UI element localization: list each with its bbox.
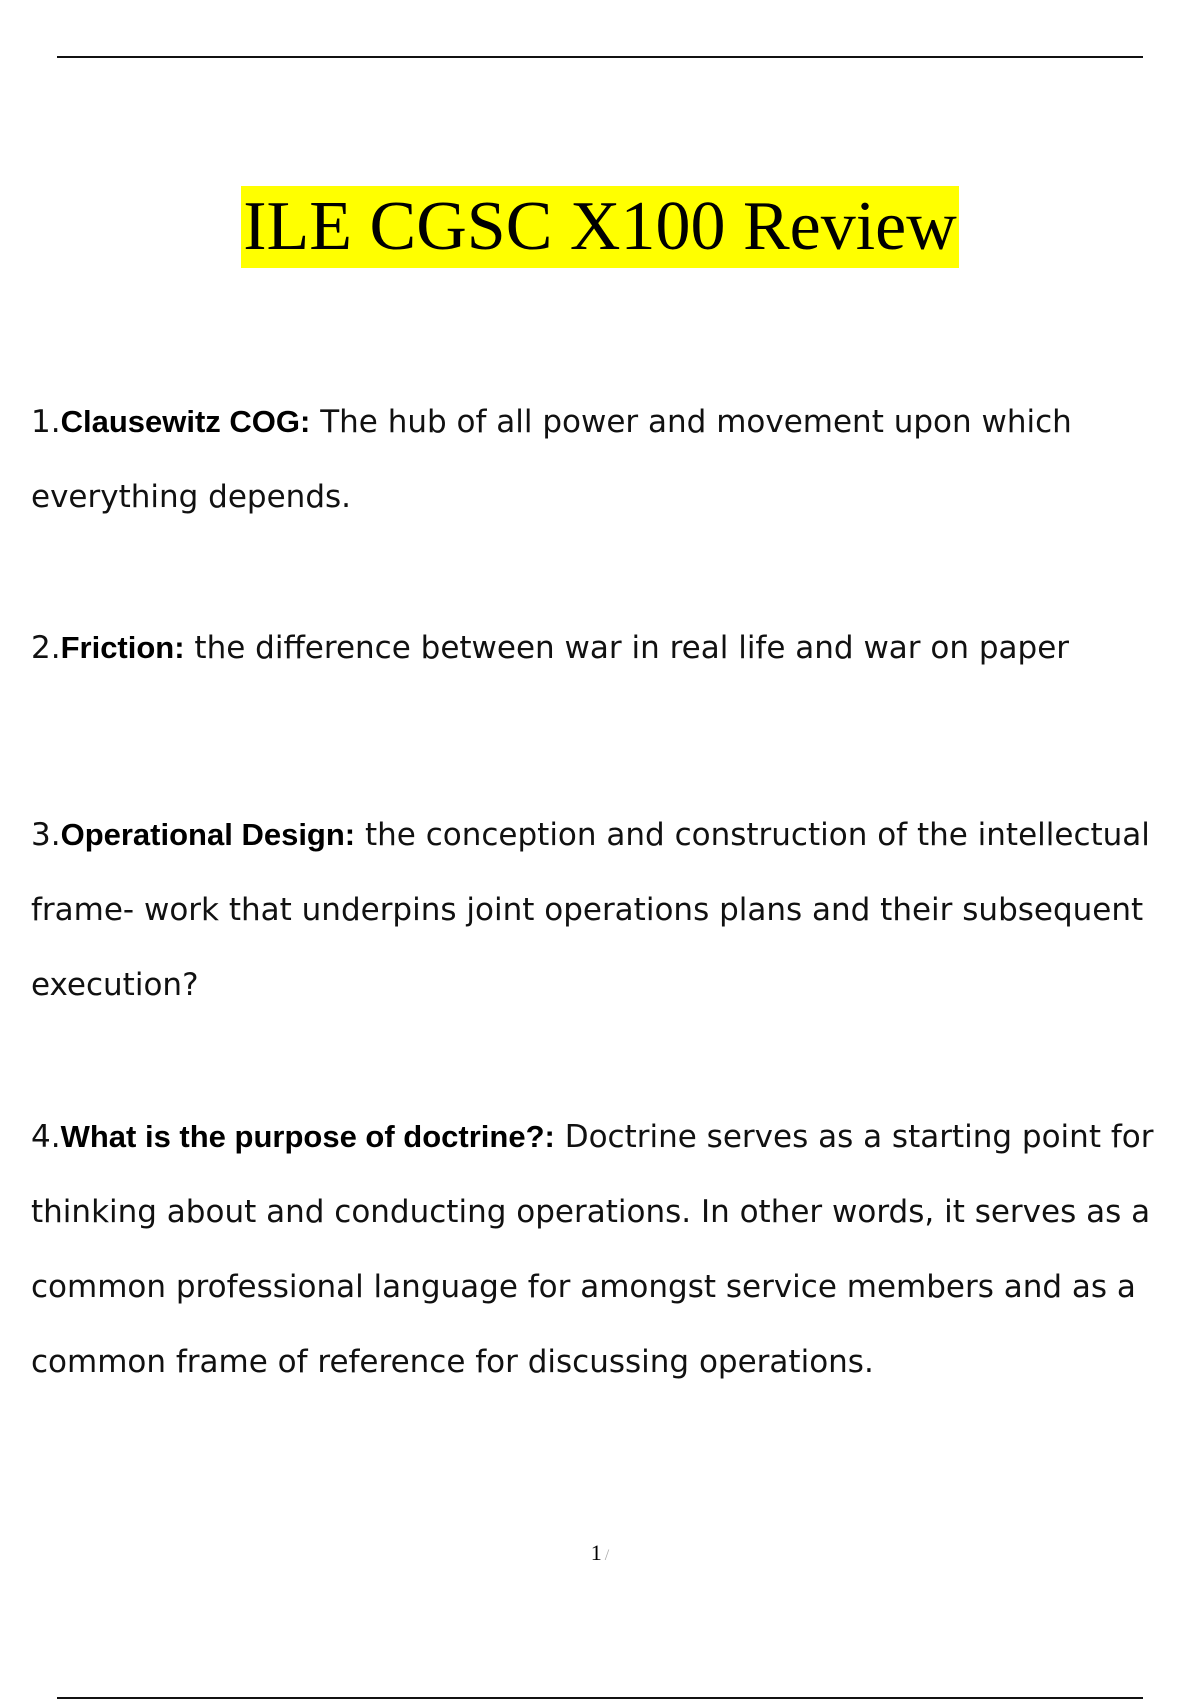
page-number xyxy=(0,1540,1200,1566)
header-rule xyxy=(57,56,1143,58)
title-container xyxy=(0,186,1200,268)
item-number: 2. xyxy=(31,630,61,666)
item-definition: Doctrine serves as a starting point for thinking about and conducting operations. In other words, it serves as a common professional language for amongst service members and as a common frame of reference for discussing operations. xyxy=(31,1119,1154,1380)
item-term: Friction: xyxy=(60,630,185,665)
item-term: Clausewitz COG: xyxy=(60,404,311,439)
item-number: 3. xyxy=(31,817,61,853)
list-item xyxy=(31,384,1191,535)
item-definition: the difference between war in real life and war on paper xyxy=(184,630,1070,666)
page-number-suffix: / xyxy=(604,1547,610,1564)
item-number: 4. xyxy=(31,1119,61,1155)
page-number-value: 1 xyxy=(590,1540,602,1565)
item-definition: the conception and construction of the intellectual frame- work that underpins joint operations plans and their subsequent execution? xyxy=(31,817,1150,1003)
footer-rule xyxy=(57,1697,1143,1699)
item-term: Operational Design: xyxy=(60,817,356,852)
item-definition: The hub of all power and movement upon which everything depends. xyxy=(31,404,1072,515)
list-item xyxy=(31,610,1191,686)
document-title: ILE CGSC X100 Review xyxy=(241,186,959,268)
list-item xyxy=(31,797,1191,1023)
list-item xyxy=(31,1099,1191,1400)
item-number: 1. xyxy=(31,404,61,440)
item-term: What is the purpose of doctrine?: xyxy=(60,1119,555,1154)
